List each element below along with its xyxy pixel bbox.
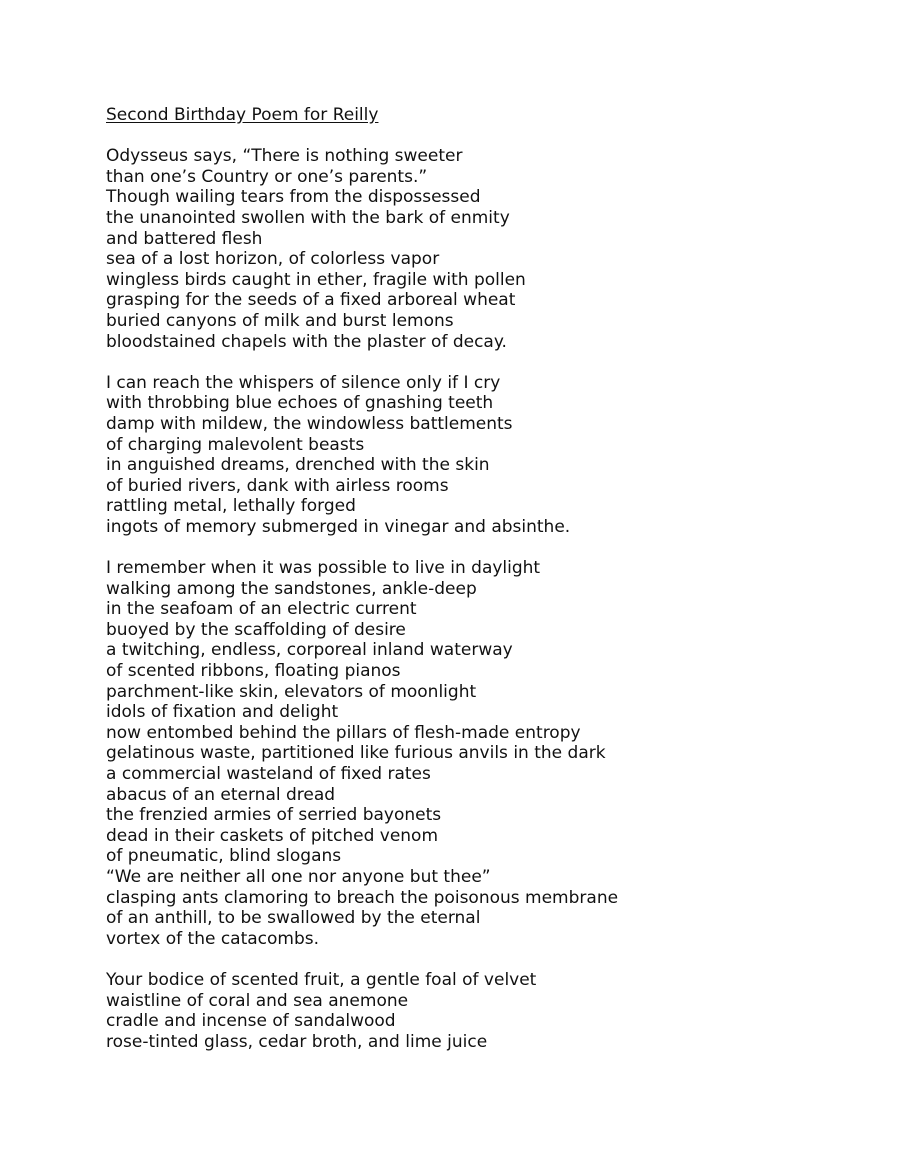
poem-line: idols of fixation and delight	[106, 702, 339, 723]
poem-line: I can reach the whispers of silence only if I cry	[106, 372, 501, 393]
poem-line: in anguished dreams, drenched with the skin	[106, 455, 490, 476]
poem-line: of scented ribbons, floating pianos	[106, 661, 401, 682]
poem-line: Though wailing tears from the dispossessed	[106, 187, 481, 208]
poem-line: of charging malevolent beasts	[106, 434, 365, 455]
poem-line: the frenzied armies of serried bayonets	[106, 805, 442, 826]
poem-line: walking among the sandstones, ankle-deep	[106, 578, 477, 599]
poem-line: dead in their caskets of pitched venom	[106, 825, 439, 846]
poem-line: vortex of the catacombs.	[106, 928, 320, 949]
poem-line: wingless birds caught in ether, fragile with pollen	[106, 269, 526, 290]
poem-line: grasping for the seeds of a fixed arboreal wheat	[106, 290, 516, 311]
poem-line: than one’s Country or one’s parents.”	[106, 166, 428, 187]
poem-line: buoyed by the scaffolding of desire	[106, 619, 406, 640]
stanza-2	[106, 373, 866, 538]
poem-line: a twitching, endless, corporeal inland waterway	[106, 640, 513, 661]
poem-line: parchment-like skin, elevators of moonlight	[106, 681, 477, 702]
poem-line: “We are neither all one nor anyone but thee”	[106, 866, 491, 887]
poem-body	[106, 105, 866, 1052]
poem-line: a commercial wasteland of fixed rates	[106, 764, 431, 784]
poem-line: waistline of coral and sea anemone	[106, 990, 409, 1011]
stanza-3	[106, 558, 866, 949]
poem-line: cradle and incense of sandalwood	[106, 1011, 396, 1032]
stanza-1	[106, 146, 866, 352]
poem-line: of pneumatic, blind slogans	[106, 846, 342, 867]
stanza-4	[106, 970, 866, 1052]
poem-line: with throbbing blue echoes of gnashing teeth	[106, 393, 494, 414]
poem-line: I remember when it was possible to live in daylight	[106, 558, 541, 579]
poem-line: of an anthill, to be swallowed by the eternal	[106, 908, 481, 929]
poem-line: ingots of memory submerged in vinegar and absinthe.	[106, 516, 571, 537]
poem-line: now entombed behind the pillars of flesh-made entropy	[106, 722, 581, 743]
poem-title: Second Birthday Poem for Reilly	[106, 105, 379, 125]
poem-line: Your bodice of scented fruit, a gentle foal of velvet	[106, 969, 537, 990]
poem-line: Odysseus says, “There is nothing sweeter	[106, 146, 463, 167]
poem-line: sea of a lost horizon, of colorless vapor	[106, 249, 440, 270]
poem-line: abacus of an eternal dread	[106, 784, 336, 805]
poem-line: bloodstained chapels with the plaster of decay.	[106, 331, 507, 352]
poem-line: clasping ants clamoring to breach the poisonous membrane	[106, 887, 619, 908]
poem-line: rattling metal, lethally forged	[106, 496, 356, 517]
poem-line: in the seafoam of an electric current	[106, 599, 417, 620]
poem-line: damp with mildew, the windowless battlements	[106, 413, 513, 434]
poem-line: buried canyons of milk and burst lemons	[106, 310, 454, 331]
poem-line: gelatinous waste, partitioned like furious anvils in the dark	[106, 743, 606, 764]
poem-line: the unanointed swollen with the bark of enmity	[106, 207, 510, 228]
poem-line: of buried rivers, dank with airless rooms	[106, 475, 449, 496]
poem-line: rose-tinted glass, cedar broth, and lime juice	[106, 1031, 488, 1052]
poem-line: and battered flesh	[106, 228, 263, 249]
